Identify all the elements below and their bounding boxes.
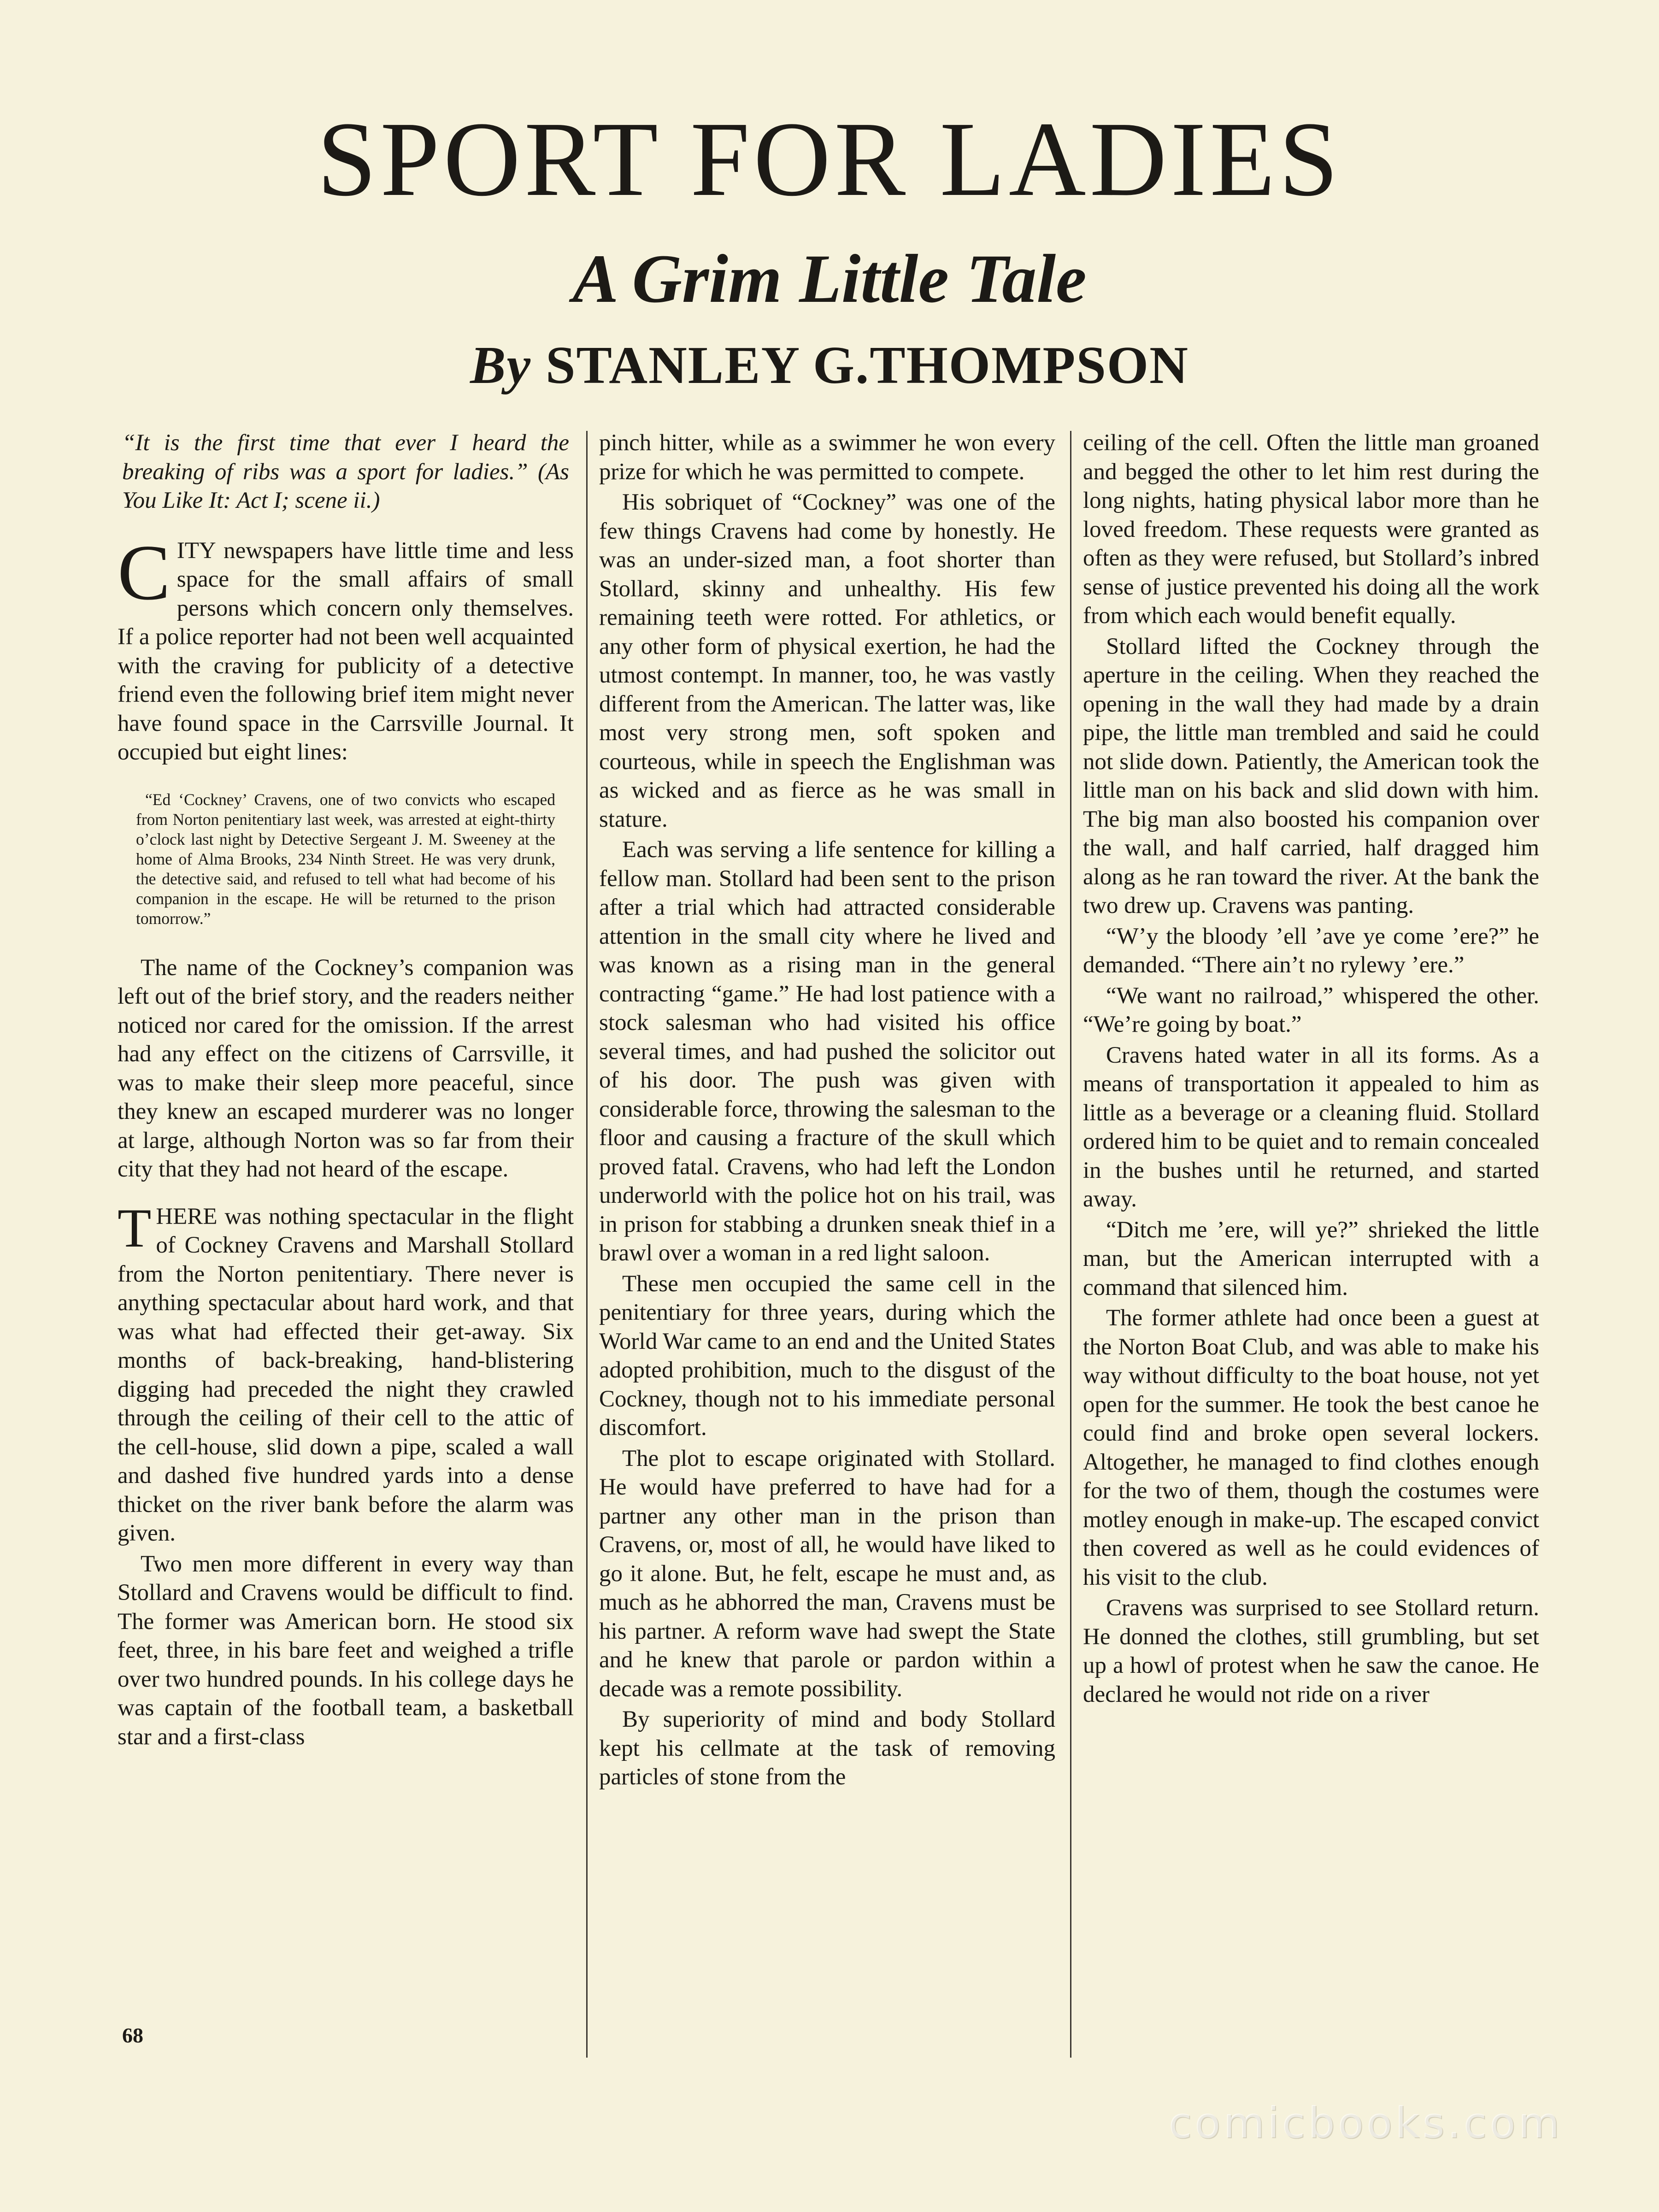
paragraph: “Ditch me ’ere, will ye?” shrieked the little man, but the American interrupted with a command that silenced him. [1083,1217,1539,1300]
story-title: SPORT FOR LADIES [317,100,1342,218]
paragraph [118,1197,574,1548]
drop-cap: C [118,529,171,617]
paragraph: Cravens was surprised to see Stollard return. He donned the clothes, still grumbling, but set up a howl of protest when he saw the canoe. He declared he would not ride on a river [1083,1595,1539,1707]
paragraph: “W’y the bloody ’ell ’ave ye come ’ere?” he demanded. “There ain’t no rylewy ’ere.” [1083,923,1539,978]
story-subtitle: A Grim Little Tale [572,241,1087,317]
site-watermark: comicbooks.com [1168,2098,1562,2147]
epigraph: “It is the first time that ever I heard the breaking of ribs was a sport for ladies.” (As You Like It: Act I; scene ii.) [122,430,569,513]
byline [0,336,1659,395]
paragraph: Each was serving a life sentence for killing a fellow man. Stollard had been sent to the prison after a trial which had attracted considerable attention in the small city where he lived and was known as a rising man in the general contracting “game.” He had lost patience with a stock salesman who had visited his office several times, and had pushed the solicitor out of his door. The push was given with considerable force, throwing the salesman to the floor and causing a fracture of the skull which proved fatal. Cravens, who had left the London underworld with the police hot on his trail, was in prison for stabbing a drunken sneak thief in a brawl over a woman in a red light saloon. [599,837,1055,1266]
paragraph: The name of the Cockney’s companion was left out of the brief story, and the readers neither noticed nor cared for the omission. If the arrest had any effect on the citizens of Carrsville, it was to make their sleep more peaceful, since they knew an escaped murderer was no longer at large, although Norton was so far from their city that they had not heard of the escape. [118,954,574,1182]
news-clipping: “Ed ‘Cockney’ Cravens, one of two convicts who escaped from Norton penitentiary last week, was arrested at eight-thirty o’clock last night by Detective Sergeant J. M. Sweeney at the home of Alma Brooks, 234 Ninth Street. He was very drunk, the detective said, and refused to tell what had become of his companion in the escape. He will be returned to the prison tomorrow.” [136,790,555,928]
paragraph-text: ITY newspapers have little time and less space for the small affairs of small persons which concern only themselves. If a police reporter had not been well acquainted with the craving for publicity of a detective friend even the following brief item might never have found space in the Carrsville Journal. It occupied but eight lines: [118,537,574,765]
paragraph: These men occupied the same cell in the penitentiary for three years, during which the World War came to an end and the United States adopted prohibition, much to the disgust of the Cockney, though not to his immediate personal discomfort. [599,1271,1055,1441]
page-number: 68 [122,2024,143,2047]
byline-prefix: By [470,336,531,395]
paragraph: Cravens hated water in all its forms. As a means of transportation it appealed to him as little as a beverage or a cleaning fluid. Stollard ordered him to be quiet and to remain concealed in the bushes until he returned, and started away. [1083,1042,1539,1212]
paragraph: “We want no railroad,” whispered the other. “We’re going by boat.” [1083,982,1539,1037]
paragraph: ceiling of the cell. Often the little man groaned and begged the other to let him rest during the long nights, hating physical labor more than he loved freedom. These requests were granted as often as they were refused, but Stollard’s inbred sense of justice prevented his doing all the work from which each would benefit equally. [1083,430,1539,629]
paragraph: pinch hitter, while as a swimmer he won every prize for which he was permitted to compete. [599,430,1055,485]
column-divider [1070,431,1071,2058]
text-column-3 [1083,429,1539,2065]
paragraph [118,529,574,767]
drop-cap: T [118,1197,152,1259]
text-column-1 [118,429,574,2065]
author-name: STANLEY G.THOMPSON [545,336,1189,395]
paragraph: His sobriquet of “Cockney” was one of the few things Cravens had come by honestly. He was an under-sized man, a foot shorter than Stollard, skinny and unhealthy. His few remaining teeth were rotted. For athletics, or any other form of physical exertion, he had the utmost contempt. In manner, too, he was vastly different from the American. The latter was, like most very strong men, soft spoken and courteous, while in speech the Englishman was as wicked and as fierce as he was small in stature. [599,489,1055,832]
paragraph: Stollard lifted the Cockney through the aperture in the ceiling. When they reached the opening in the wall they had made by a drain pipe, the little man trembled and said he could not slide down. Patiently, the American took the little man on his back and slid down with him. The big man also boosted his companion over the wall, and half carried, half dragged him along as he ran toward the river. At the bank the two drew up. Cravens was panting. [1083,633,1539,918]
paragraph-text: HERE was nothing spectacular in the flight of Cockney Cravens and Marshall Stollard from the Norton penitentiary. There never is anything spectacular about hard work, and that was what had effected their get-away. Six months of back-breaking, hand-blistering digging had preceded the night they crawled through the ceiling of their cell to the attic of the cell-house, slid down a pipe, scaled a wall and dashed five hundred yards into a dense thicket on the river bank before the alarm was given. [118,1203,574,1546]
column-divider [586,431,588,2058]
paragraph: Two men more different in every way than Stollard and Cravens would be difficult to find. The former was American born. He stood six feet, three, in his bare feet and weighed a trifle over two hundred pounds. In his college days he was captain of the football team, a basketball star and a first-class [118,1551,574,1750]
paragraph: The plot to escape originated with Stollard. He would have preferred to have had for a partner any other man in the prison than Cravens, or, most of all, he would have liked to go it alone. But, he felt, escape he must and, as much as he abhorred the man, Cravens must be his partner. A reform wave had swept the State and he knew that parole or pardon within a decade was a remote possibility. [599,1445,1055,1702]
text-column-2 [599,429,1055,2065]
paragraph: The former athlete had once been a guest at the Norton Boat Club, and was able to make his way without difficulty to the boat house, not yet open for the summer. He took the best canoe he could find and broke open several lockers. Altogether, he managed to find clothes enough for the two of them, though the costumes were motley enough in make-up. The escaped convict then covered as well as he could evidences of his visit to the club. [1083,1305,1539,1590]
paragraph: By superiority of mind and body Stollard kept his cellmate at the task of removing particles of stone from the [599,1706,1055,1790]
